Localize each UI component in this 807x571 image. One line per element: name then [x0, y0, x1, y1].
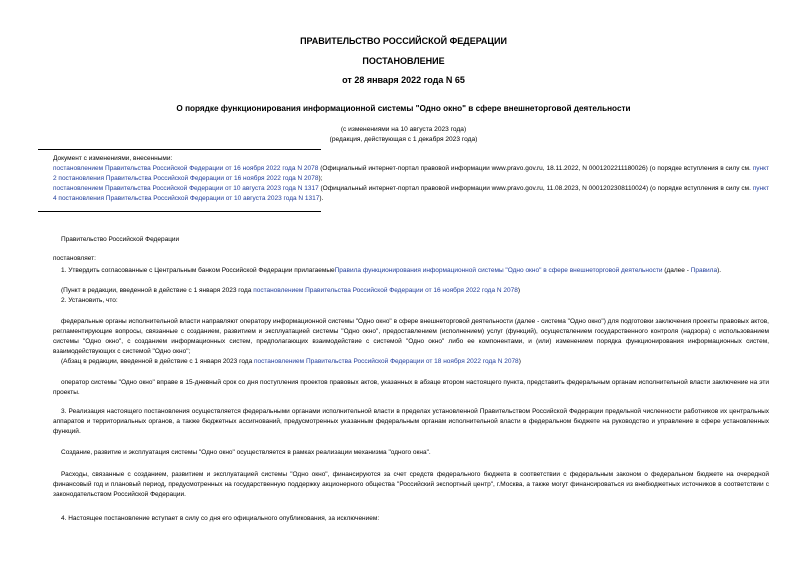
document-type: ПОСТАНОВЛЕНИЕ: [362, 56, 445, 66]
amendment-clause-link-2078[interactable]: пункт 2 постановления Правительства Российской Федерации от 16 ноября 2022 года N 2078: [53, 165, 769, 182]
rules-link[interactable]: Правила функционирования информационной системы "Одно окно" в сфере внешнеторговой деятельности: [334, 267, 663, 274]
clause-4: 4. Настоящее постановление вступает в силу со дня его официального опубликования, за исключением:: [61, 515, 380, 522]
clause-2: 2. Установить, что:: [61, 297, 118, 304]
separator-bottom: [38, 211, 321, 212]
clause-2-paragraph-2: оператор системы "Одно окно" вправе в 15-дневный срок со дня поступления проектов правовых актов, указанных в абзаце втором настоящего пункта, представить федеральным органам исполнительной власти заключение на эти проекты.: [53, 379, 769, 396]
clause-1: 1. Утвердить согласованные с Центральным банком Российской Федерации прилагаемыеПравила функционирования информационной системы "Одно окно" в сфере внешнеторговой деятельности (далее - Правила).: [61, 267, 722, 274]
separator-top: [38, 149, 321, 150]
clause-1-note: (Пункт в редакции, введенной в действие с 1 января 2023 года постановлением Правительства Российской Федерации от 16 ноября 2022 года N 2078): [61, 287, 521, 294]
clause-3: 3. Реализация настоящего постановления осуществляется федеральными органами исполнительной власти в пределах установленной Правительством Российской Федерации предельной численности работников их центральных аппаратов и территориальных органов, а также бюджетных ассигнований, предусмотренных указанным федеральным органам исполнительной власти в федеральном бюджете на руководство и управление в сфере установленных функций.: [53, 408, 769, 435]
amendment-link-1317[interactable]: постановлением Правительства Российской Федерации от 10 августа 2023 года N 1317: [53, 185, 319, 192]
resolves-line: постановляет:: [53, 255, 96, 262]
amendment-link-2078[interactable]: постановлением Правительства Российской Федерации от 16 ноября 2022 года N 2078: [53, 165, 319, 172]
clause-2-note-link[interactable]: постановлением Правительства Российской Федерации от 18 ноября 2022 года N 2078: [254, 358, 519, 365]
clause-3-paragraph-2: Создание, развитие и эксплуатация системы "Одно окно" осуществляется в рамках реализации механизма "одного окна".: [61, 449, 431, 456]
changes-item-2: постановлением Правительства Российской Федерации от 10 августа 2023 года N 1317 (Официальный интернет-портал правовой информации www.pravo.gov.ru, 11.08.2023, N 0001202308110024) (о порядке вступления в силу см. пункт 4 постановления Правительства Российской Федерации от 10 августа 2023 года N 1317).: [53, 185, 769, 202]
edition-note: (редакция, действующая с 1 декабря 2023 года): [329, 136, 478, 143]
clause-2-paragraph-1: федеральные органы исполнительной власти направляют оператору информационной системы "Одно окно" в сфере внешнеторговой деятельности (далее - система "Одно окно") для подготовки заключения проекты правовых актов, регламентирующие вопросы, связанные с созданием, развитием и эксплуатацией системы "Одно окно", предоставлением (исполнением) услуг (функций), осуществлением государственного контроля (надзора) с использованием системы "Одно окно", с созданием информационных систем, предполагающих взаимодействие с системой "Одно окно" либо ее компонентами, и (или) изменением порядка функционирования информационных систем, взаимодействующих с системой "Одно окно";: [53, 318, 769, 355]
amendment-clause-link-1317[interactable]: пункт 4 постановления Правительства Российской Федерации от 10 августа 2023 года N 1317: [53, 185, 769, 202]
government-heading: ПРАВИТЕЛЬСТВО РОССИЙСКОЙ ФЕДЕРАЦИИ: [300, 36, 507, 46]
rules-short-link[interactable]: Правила: [690, 267, 718, 274]
changes-item-1: постановлением Правительства Российской Федерации от 16 ноября 2022 года N 2078 (Официальный интернет-портал правовой информации www.pravo.gov.ru, 18.11.2022, N 0001202211180026) (о порядке вступления в силу см. пункт 2 постановления Правительства Российской Федерации от 16 ноября 2022 года N 2078);: [53, 165, 769, 182]
changes-intro: Документ с изменениями, внесенными:: [53, 155, 173, 162]
government-name: Правительство Российской Федерации: [61, 236, 180, 243]
clause-2-note: (Абзац в редакции, введенной в действие с 1 января 2023 года постановлением Правительства Российской Федерации от 18 ноября 2022 года N 2078): [61, 358, 521, 365]
document-date: от 28 января 2022 года N 65: [342, 75, 465, 85]
clause-1-note-link[interactable]: постановлением Правительства Российской Федерации от 16 ноября 2022 года N 2078: [253, 287, 518, 294]
amendment-note: (с изменениями на 10 августа 2023 года): [340, 126, 467, 133]
clause-3-paragraph-3: Расходы, связанные с созданием, развитием и эксплуатацией системы "Одно окно", финансируются за счет средств федерального бюджета в соответствии с федеральным законом о федеральном бюджете на очередной финансовый год и плановый период, предусмотренных на государственную поддержку акционерного общества "Российский экспортный центр", г.Москва, а также могут финансироваться из внебюджетных источников в соответствии с законодательством Российской Федерации.: [53, 471, 769, 498]
document-title: О порядке функционирования информационной системы "Одно окно" в сфере внешнеторговой деятельности: [176, 104, 631, 113]
